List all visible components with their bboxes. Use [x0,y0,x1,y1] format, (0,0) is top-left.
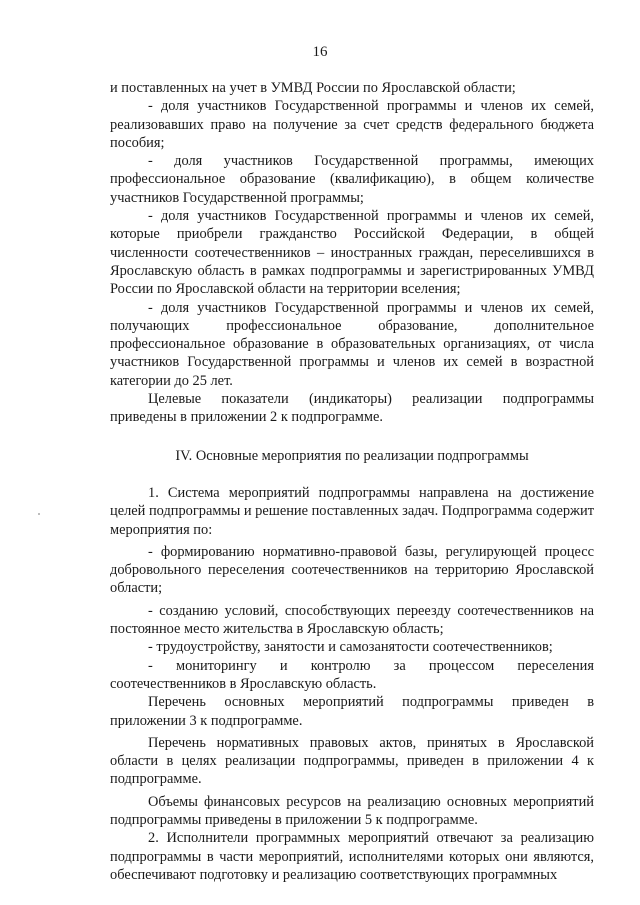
paragraph: 2. Исполнители программных мероприятий отвечают за реализацию подпрограммы в части мероприятий, исполнителями которых они являются, обеспечивают подготовку и реализацию соответствующих программных [110,830,594,883]
document-body [110,79,594,884]
paragraph: и поставленных на учет в УМВД России по Ярославской области; [110,80,516,96]
paragraph: Перечень нормативных правовых актов, принятых в Ярославской области в целях реализации подпрограммы, приведен в приложении 4 к подпрограмме. [110,734,594,788]
bullet-paragraph: - мониторингу и контролю за процессом переселения соотечественников в Ярославскую область. [110,657,594,692]
scan-speck [38,513,40,515]
section-heading: IV. Основные мероприятия по реализации подпрограммы [175,447,529,464]
bullet-paragraph: - доля участников Государственной программы и членов их семей, реализовавших право на получение за счет средств федерального бюджета пособия; [110,98,594,151]
bullet-paragraph: - доля участников Государственной программы и членов их семей, которые приобрели гражданство Российской Федерации, в общей численности соотечественников – иностранных граждан, переселившихся в Ярославскую область в рамках подпрограммы и зарегистрированных УМВД России по Ярославской области на территории вселения; [110,208,594,298]
paragraph: Перечень основных мероприятий подпрограммы приведен в приложении 3 к подпрограмме. [110,694,594,729]
bullet-paragraph: - трудоустройству, занятости и самозанятости соотечественников; [148,639,553,656]
bullet-paragraph: - доля участников Государственной программы, имеющих профессиональное образование (квалификацию), в общем количестве участников Государственной программы; [110,153,594,206]
paragraph: 1. Система мероприятий подпрограммы направлена на достижение целей подпрограммы и решение поставленных задач. Подпрограмма содержит мероприятия по: [110,484,594,538]
page-number: 16 [312,44,328,60]
paragraph: Объемы финансовых ресурсов на реализацию основных мероприятий подпрограммы приведены в приложении 5 к подпрограмме. [110,793,594,828]
paragraph: Целевые показатели (индикаторы) реализации подпрограммы приведены в приложении 2 к подпрограмме. [110,391,594,426]
bullet-paragraph: - созданию условий, способствующих переезду соотечественников на постоянное место жительства в Ярославскую область; [110,602,594,638]
bullet-paragraph: - доля участников Государственной программы и членов их семей, получающих профессиональное образование, дополнительное профессиональное образование в образовательных организациях, от числа участников Государственной программы и членов их семей в возрастной категории до 25 лет. [110,299,594,389]
bullet-paragraph: - формированию нормативно-правовой базы, регулирующей процесс добровольного переселения соотечественников на территорию Ярославской области; [110,543,594,597]
